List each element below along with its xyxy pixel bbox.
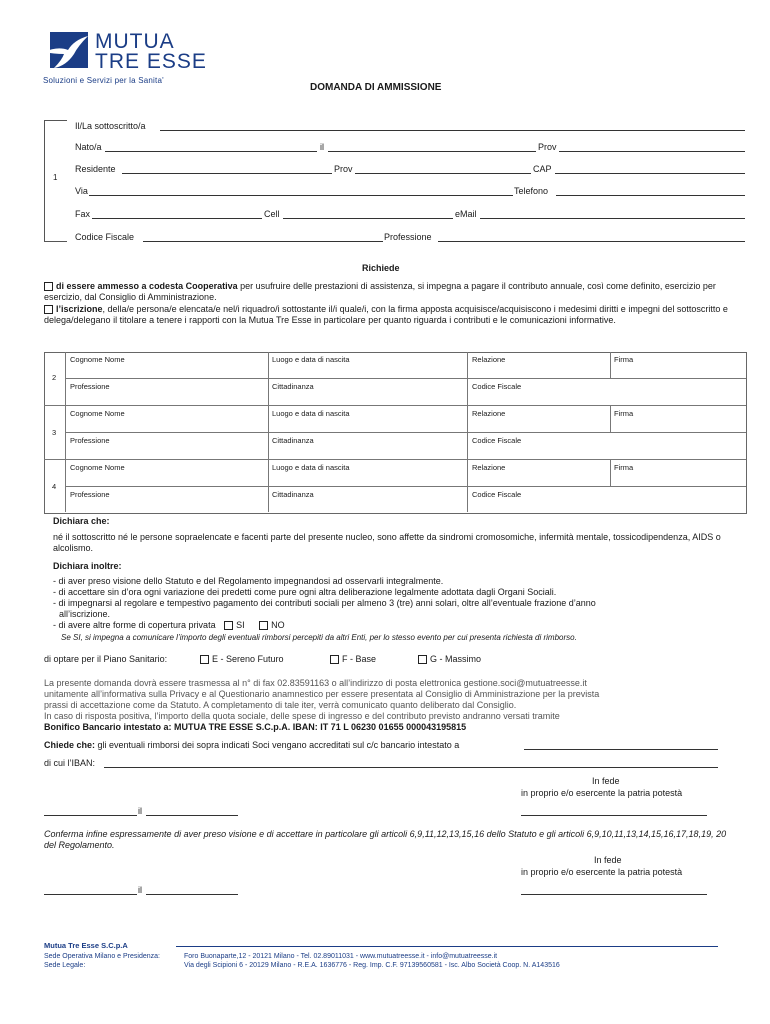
member-luogo-label: Luogo e data di nascita (272, 463, 350, 472)
member-number: 3 (52, 428, 57, 437)
grid-divider (65, 432, 746, 433)
label-cell: Cell (264, 209, 280, 219)
label-email: eMail (455, 209, 477, 219)
member-cittadinanza-label: Cittadinanza (272, 490, 314, 499)
grid-divider (65, 378, 746, 379)
conferma-text: Conferma infine espressamente di aver preso visione e di accettare in particolare gli articoli 6,9,11,12,13,15,16 dello Statuto e gli articoli 6,9,10,11,13,14,15,16,17,18,19, 20 del Regolamento. (44, 829, 727, 850)
member-relazione-label: Relazione (472, 463, 506, 472)
info-line: La presente domanda dovrà essere trasmessa al n° di fax 02.83591163 o all’indirizzo di posta elettronica gestione.soci@mutuatreesse.it (44, 678, 587, 688)
member-cognome-label: Cognome Nome (70, 355, 125, 364)
piano-option-f[interactable]: F - Base (330, 654, 376, 664)
footer-company: Mutua Tre Esse S.C.p.A (44, 941, 128, 950)
member-professione-label: Professione (70, 436, 110, 445)
label-nato: Nato/a (75, 142, 102, 152)
il-label-1: il (138, 806, 142, 816)
inoltre-item: - di impegnarsi al regolare e tempestivo pagamento dei contributi sociali per almeno 3 (tre) anni solari, oltre all’eventuale frazione d’anno (53, 598, 596, 608)
checkbox-piano-f (330, 655, 339, 664)
member-relazione-label: Relazione (472, 409, 506, 418)
field-telefono[interactable] (556, 195, 745, 196)
inoltre-item: - di accettare sin d’ora ogni variazione dei predetti come pure ogni altra deliberazione legalmente adottata dagli Organi Sociali. (53, 587, 557, 597)
field-data-2[interactable] (146, 894, 238, 895)
in-fede-2: In fede (594, 855, 622, 865)
member-cognome-label: Cognome Nome (70, 463, 125, 472)
footer-sede1: Foro Buonaparte,12 - 20121 Milano - Tel. 02.89011031 - www.mutuatreesse.it - info@mutuatreesse.it (184, 953, 498, 960)
dichiara-che-heading: Dichiara che: (53, 516, 110, 526)
page-title: DOMANDA DI AMMISSIONE (310, 82, 442, 93)
grid-divider (44, 459, 746, 460)
in-fede-1: In fede (592, 776, 620, 786)
field-cell[interactable] (283, 218, 453, 219)
member-relazione-label: Relazione (472, 355, 506, 364)
footer-sede2: Via degli Scipioni 6 - 20129 Milano - R.E.A. 1636776 - Reg. Imp. C.F. 97139560581 - Isc. Albo Società Coop. N. A143516 (184, 962, 560, 969)
inoltre-list (53, 576, 743, 631)
field-luogo-1[interactable] (44, 815, 137, 816)
label-telefono: Telefono (514, 186, 549, 196)
field-via[interactable] (89, 195, 513, 196)
field-luogo-2[interactable] (44, 894, 137, 895)
member-professione-label: Professione (70, 490, 110, 499)
member-firma-label: Firma (614, 463, 634, 472)
field-data-1[interactable] (146, 815, 238, 816)
chiede-che: Chiede che: gli eventuali rimborsi dei sopra indicati Soci vengano accreditati sul c/c bancario intestato a (44, 740, 460, 750)
grid-divider (610, 460, 611, 486)
grid-divider (610, 352, 611, 378)
logo-line2: TRE ESSE (95, 50, 207, 73)
patria-potesta-2: in proprio e/o esercente la patria potestà (521, 867, 683, 877)
member-cittadinanza-label: Cittadinanza (272, 436, 314, 445)
checkbox-piano-e (200, 655, 209, 664)
member-number: 2 (52, 373, 57, 382)
checkbox-iscrizione[interactable] (44, 305, 53, 314)
piano-option-e[interactable]: E - Sereno Futuro (200, 654, 284, 664)
inoltre-item: all’iscrizione. (59, 609, 111, 619)
grid-divider (610, 406, 611, 432)
option-ammissione: di essere ammesso a codesta Cooperativa per usufruire delle prestazioni di assistenza, si impegna a pagare il contributo annuale, così come definito, esercizio per esercizio, dal Consiglio di Amministrazione. (44, 281, 716, 302)
piano-option-g[interactable]: G - Massimo (418, 654, 481, 664)
inoltre-item: - di aver preso visione dello Statuto e del Regolamento impegnandosi ad osservarli integralmente. (53, 576, 444, 586)
option-iscrizione: l’iscrizione, della/e persona/e elencata/e nel/i riquadro/i sottostante il/i quale/i, con la firma apposta acquisisce/acquisiscono i medesimi diritti e impegni del sottoscritto e delega/delegano il titolare a tenere i rapporti con la Mutua Tre Esse in particolare per quanto riguarda i contributi e le comunicazioni informative. (44, 304, 728, 325)
label-residente: Residente (75, 164, 116, 174)
bonifico-text: Bonifico Bancario intestato a: MUTUA TRE ESSE S.C.p.A. IBAN: IT 71 L 06230 01655 000043195815 (44, 722, 467, 732)
label-cap: CAP (533, 164, 552, 174)
member-firma-label: Firma (614, 355, 634, 364)
field-email[interactable] (480, 218, 745, 219)
field-professione[interactable] (438, 241, 745, 242)
field-data-nascita[interactable] (328, 151, 536, 152)
iban-label: di cui l’IBAN: (44, 758, 96, 768)
logo-line1: MUTUA (95, 30, 175, 53)
dichiara-inoltre-heading: Dichiara inoltre: (53, 561, 122, 571)
member-cittadinanza-label: Cittadinanza (272, 382, 314, 391)
member-professione-label: Professione (70, 382, 110, 391)
label-prov-res: Prov (334, 164, 353, 174)
field-prov-res[interactable] (355, 173, 531, 174)
label-sottoscritto: Il/La sottoscritto/a (75, 121, 146, 131)
footer-sede1-label: Sede Operativa Milano e Presidenza: (44, 953, 160, 960)
checkbox-ammissione[interactable] (44, 282, 53, 291)
field-intestatario[interactable] (524, 749, 718, 750)
label-prov: Prov (538, 142, 557, 152)
checkbox-piano-g (418, 655, 427, 664)
info-line: prassi di accettazione come da Statuto. A completamento di tale iter, verrà comunicato quanto deliberato dal Consiglio. (44, 700, 517, 710)
dichiara-text: né il sottoscritto né le persone sopraelencate e facenti parte del presente nucleo, sono affette da sindromi cromosomiche, infermità mentale, tossicodipendenza, AIDS o alcolismo. (53, 532, 721, 553)
inoltre-item-copertura: - di avere altre forme di copertura privata SI NO (53, 620, 285, 630)
label-professione: Professione (384, 232, 432, 242)
field-iban[interactable] (104, 767, 718, 768)
footer-sede2-label: Sede Legale: (44, 962, 86, 969)
field-fax[interactable] (92, 218, 262, 219)
footer-rule (176, 946, 718, 947)
logo-tagline: Soluzioni e Servizi per la Sanita' (43, 76, 164, 85)
label-il: il (320, 142, 324, 152)
grid-divider (65, 486, 746, 487)
label-fax: Fax (75, 209, 91, 219)
checkbox-no[interactable] (259, 621, 268, 630)
label-codice-fiscale: Codice Fiscale (75, 232, 135, 242)
logo-bird-icon (44, 32, 88, 70)
info-line: In caso di risposta positiva, l’importo della quota sociale, delle spese di ingresso e del contributo previsto andranno versati tramite (44, 711, 560, 721)
checkbox-si[interactable] (224, 621, 233, 630)
member-firma-label: Firma (614, 409, 634, 418)
section1-number: 1 (53, 173, 58, 182)
info-line: unitamente all’informativa sulla Privacy e al Questionario anamnestico per essere presentata al Consiglio di Amministrazione per la prevista (44, 689, 600, 699)
si-note: Se SI, si impegna a comunicare l’importo degli eventuali rimborsi percepiti da altri Enti, per lo stesso evento per cui presenta richiesta di rimborso. (61, 633, 577, 642)
field-prov-nascita[interactable] (559, 151, 745, 152)
member-luogo-label: Luogo e data di nascita (272, 355, 350, 364)
grid-divider (44, 405, 746, 406)
member-number: 4 (52, 482, 57, 491)
info-paragraph (44, 678, 744, 722)
member-cf-label: Codice Fiscale (472, 490, 522, 499)
member-cognome-label: Cognome Nome (70, 409, 125, 418)
patria-potesta-1: in proprio e/o esercente la patria potestà (521, 788, 683, 798)
members-table (44, 352, 747, 514)
il-label-2: il (138, 885, 142, 895)
field-residente[interactable] (122, 173, 332, 174)
member-cf-label: Codice Fiscale (472, 436, 522, 445)
richiede-heading: Richiede (362, 263, 400, 273)
field-cap[interactable] (555, 173, 745, 174)
field-firma-1[interactable] (521, 815, 707, 816)
field-codice-fiscale[interactable] (143, 241, 383, 242)
field-firma-2[interactable] (521, 894, 707, 895)
member-cf-label: Codice Fiscale (472, 382, 522, 391)
label-via: Via (75, 186, 88, 196)
field-sottoscritto[interactable] (160, 130, 745, 131)
member-luogo-label: Luogo e data di nascita (272, 409, 350, 418)
field-nato[interactable] (105, 151, 317, 152)
piano-label: di optare per il Piano Sanitario: (44, 654, 168, 664)
